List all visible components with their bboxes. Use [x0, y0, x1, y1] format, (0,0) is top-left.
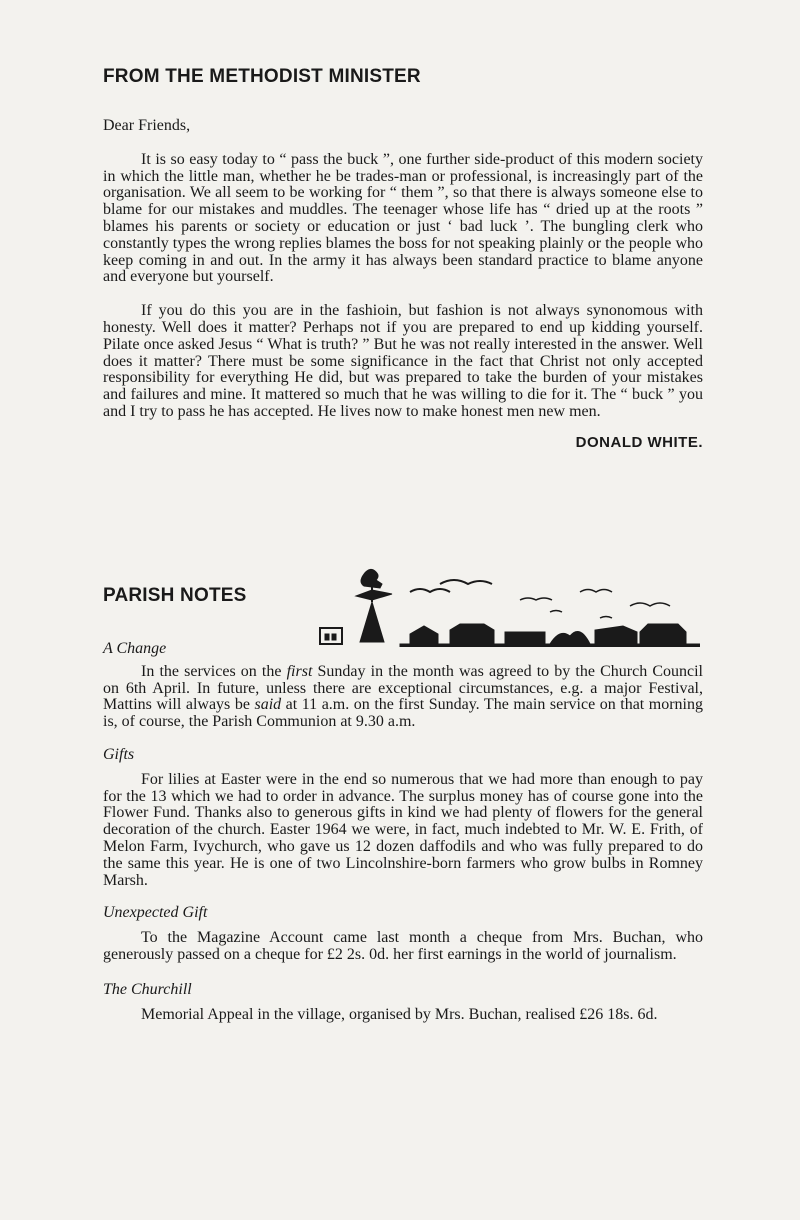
- change-subheading: A Change: [103, 640, 167, 657]
- gifts-subheading: Gifts: [103, 745, 135, 763]
- minister-letter: [103, 118, 703, 452]
- unexpected-gift-paragraph: To the Magazine Account came last month a cheque from Mrs. Buchan, who generously passed on a cheque for £2 2s. 0d. her first earnings in the world of journalism.: [103, 929, 703, 963]
- village-vignette-icon: [300, 562, 700, 647]
- change-text-a: In the services on the: [141, 662, 287, 680]
- minister-paragraph-2: If you do this you are in the fashioin, but fashion is not always synonomous with honesty. Well does it matter? Perhaps not if you are prepared to end up kidding yourself. Pilate once asked Jesus “ What is truth? ” But he was not really interested in the answer. Well does it matter? There must be some significance in the fact that Christ not only accepted responsibility for everything He did, but was prepared to take the burden of your mistakes and failures and mine. It mattered so much that he was willing to die for it. The “ buck ” you and I try to pass he has accepted. He lives now to make honest men new men.: [103, 302, 703, 420]
- change-text-em: first: [286, 662, 313, 680]
- parish-notes-heading: PARISH NOTES: [103, 585, 247, 606]
- gifts-paragraph: For lilies at Easter were in the end so numerous that we had more than enough to pay for the 13 which we had to order in advance. The surplus money has of course gone into the Flower Fund. Thanks also to generous gifts in kind we had plenty of flowers for the general decoration of the church. Easter 1964 we were, in fact, much indebted to Mr. W. E. Frith, of Melon Farm, Ivychurch, who gave us 12 dozen daffodils and who was fully prepared to do the same this year. He is one of two Lincolnshire-born farmers who grow bulbs in Romney Marsh.: [103, 770, 703, 889]
- minister-heading: FROM THE METHODIST MINISTER: [103, 66, 421, 87]
- minister-paragraph-1: It is so easy today to “ pass the buck ”, one further side-product of this modern society in which the little man, whether he be trades-man or professional, is increasingly part of the organisation. We all seem to be working for “ them ”, so that there is always someone else to blame for our mistakes and muddles. The teenager whose life has “ dried up at the roots ” blames his parents or society or education or just ‘ bad luck ’. The bungling clerk who constantly types the wrong replies blames the boss for not speaking plainly or the people who keep coming in and out. In the army it has always been standard practice to blame anyone and everyone but yourself.: [103, 150, 703, 286]
- change-text-em2: said: [254, 696, 282, 714]
- change-paragraph: [103, 664, 703, 731]
- greeting: Dear Friends,: [103, 117, 191, 134]
- change-text-c: at 11 a.m. on the first Sunday. The main service on that morning is, of course, the Parish Communion at 9.30 a.m.: [103, 696, 704, 731]
- minister-section: [103, 66, 703, 88]
- churchill-paragraph: Memorial Appeal in the village, organised by Mrs. Buchan, realised £26 18s. 6d.: [141, 1005, 658, 1023]
- unexpected-gift-subheading: Unexpected Gift: [103, 904, 208, 922]
- churchill-subheading: The Churchill: [103, 980, 192, 998]
- parish-notes: [103, 641, 703, 1023]
- change-text-b: Sunday in the month was agreed to by the Church Council on 6th April. In future, unless there are exceptional circumstances, e.g. a major Festival, Mattins will always be: [103, 662, 704, 714]
- signature: DONALD WHITE.: [575, 433, 703, 451]
